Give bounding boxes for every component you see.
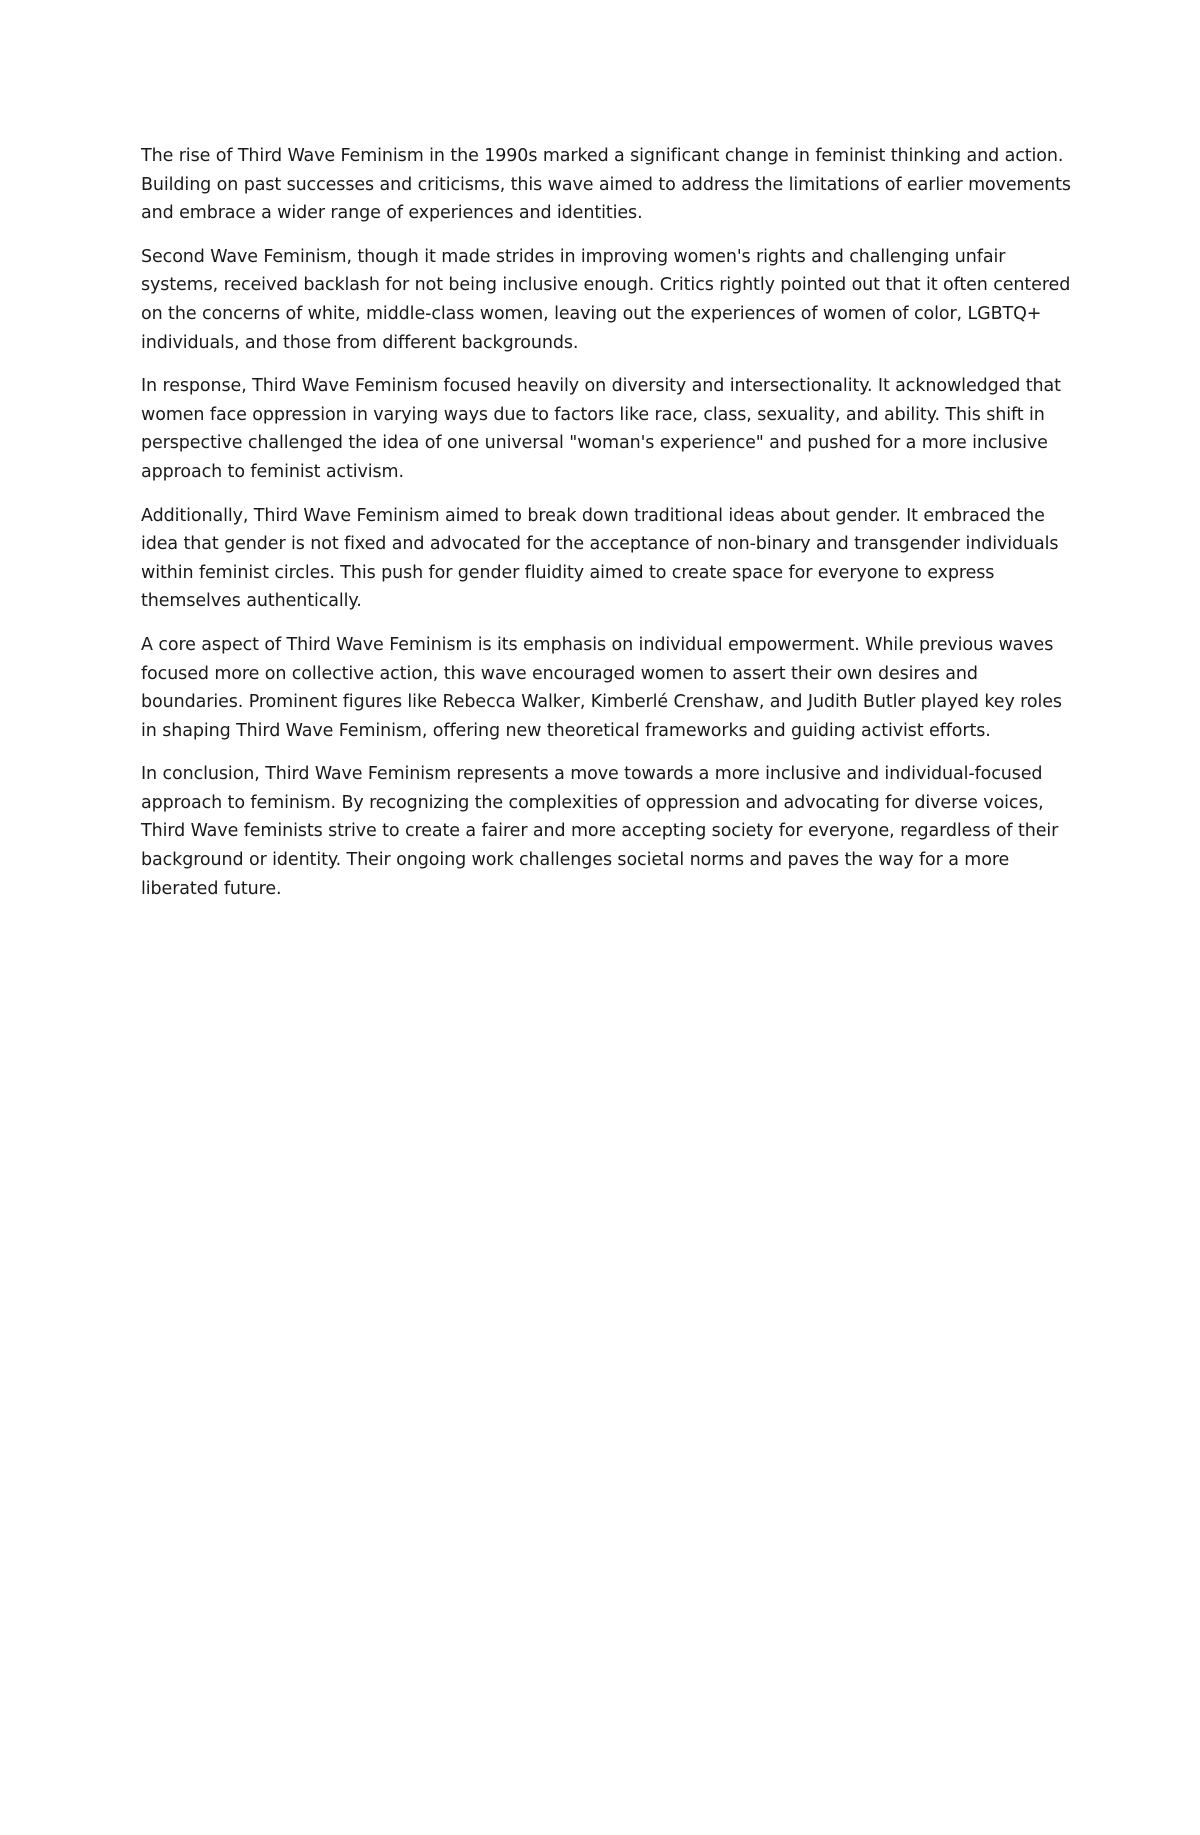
document-body: [141, 142, 1071, 918]
paragraph-intersectionality: In response, Third Wave Feminism focused heavily on diversity and intersectionality. It acknowledged that women face oppression in varying ways due to factors like race, class, sexuality, and ability. This shift in perspective challenged the idea of one universal "woman's experience" and pushed for a more inclusive approach to feminist activism.: [141, 376, 1061, 482]
paragraph-conclusion: In conclusion, Third Wave Feminism represents a move towards a more inclusive and individual-focused approach to feminism. By recognizing the complexities of oppression and advocating for diverse voices, Third Wave feminists strive to create a fairer and more accepting society for everyone, regardless of their background or identity. Their ongoing work challenges societal norms and paves the way for a more liberated future.: [141, 764, 1059, 899]
paragraph-intro: The rise of Third Wave Feminism in the 1990s marked a significant change in feminist thinking and action. Building on past successes and criticisms, this wave aimed to address the limitations of earlier movements and embrace a wider range of experiences and identities.: [141, 146, 1071, 224]
paragraph-empowerment: A core aspect of Third Wave Feminism is its emphasis on individual empowerment. While previous waves focused more on collective action, this wave encouraged women to assert their own desires and boundaries. Prominent figures like Rebecca Walker, Kimberlé Crenshaw, and Judith Butler played key roles in shaping Third Wave Feminism, offering new theoretical frameworks and guiding activist efforts.: [141, 634, 1062, 741]
paragraph-gender: Additionally, Third Wave Feminism aimed to break down traditional ideas about gender. It embraced the idea that gender is not fixed and advocated for the acceptance of non-binary and transgender individuals within feminist circles. This push for gender fluidity aimed to create space for everyone to express themselves authentically.: [141, 505, 1059, 612]
paragraph-second-wave: Second Wave Feminism, though it made strides in improving women's rights and challenging unfair systems, received backlash for not being inclusive enough. Critics rightly pointed out that it often centered on the concerns of white, middle-class women, leaving out the experiences of women of color, LGBTQ+ individuals, and those from different backgrounds.: [141, 246, 1071, 353]
